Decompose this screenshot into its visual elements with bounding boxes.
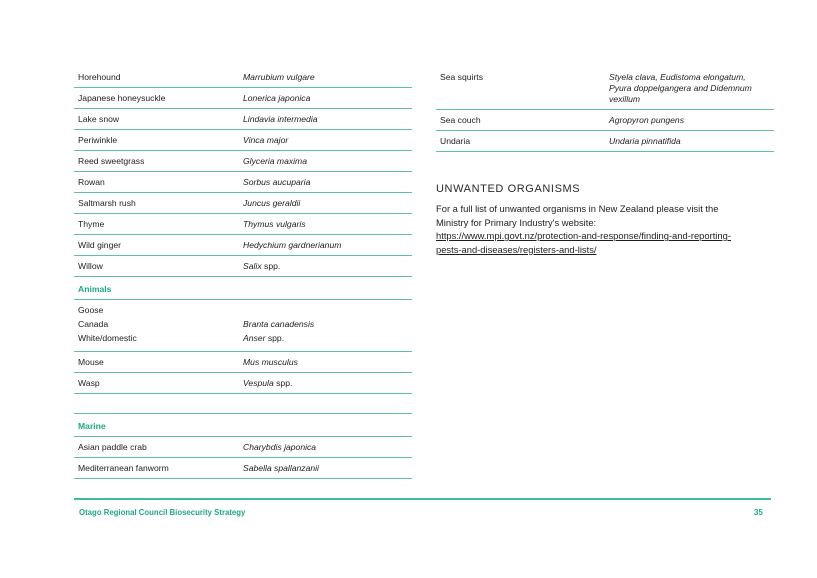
scientific-name: Juncus geraldii: [243, 198, 301, 208]
sea-squirts-scientific-1: Styela clava, Eudistoma elongatum,: [609, 72, 746, 82]
left-species-table: [74, 67, 412, 479]
right-rows: [436, 110, 774, 152]
table-row: [74, 172, 412, 193]
table-row: [74, 67, 412, 88]
scientific-name: Charybdis japonica: [243, 442, 317, 452]
goose-domestic-scientific: Anser: [243, 333, 266, 343]
table-row: [74, 214, 412, 235]
table-row: [74, 88, 412, 109]
table-row-wasp: [74, 373, 412, 394]
wasp-scientific: Vespula: [243, 378, 274, 388]
goose-canada-label: Canada: [78, 319, 109, 329]
common-name: Rowan: [78, 177, 105, 187]
animals-section-header: [74, 277, 412, 300]
unwanted-line-2: Ministry for Primary Industry's website:: [436, 216, 597, 228]
table-row: [74, 235, 412, 256]
common-name: Lake snow: [78, 114, 120, 124]
scientific-name: Undaria pinnatifida: [609, 136, 681, 146]
common-name: Asian paddle crab: [78, 442, 147, 452]
table-row: [74, 130, 412, 151]
common-name: Horehound: [78, 72, 121, 82]
marine-section-header: [74, 414, 412, 437]
table-row-mouse: [74, 352, 412, 373]
scientific-name: Lonerica japonica: [243, 93, 311, 103]
scientific-name: Thymus vulgaris: [243, 219, 306, 229]
footer-title: Otago Regional Council Biosecurity Strategy: [79, 508, 246, 517]
wasp-spp: spp.: [273, 378, 293, 388]
scientific-name: [243, 261, 412, 272]
common-name: Mediterranean fanworm: [78, 463, 169, 473]
common-name: Saltmarsh rush: [78, 198, 136, 208]
table-row: [74, 256, 412, 277]
footer-divider: [74, 498, 771, 500]
table-row: [74, 437, 412, 458]
common-name: Thyme: [78, 219, 105, 229]
goose-domestic-spp: spp.: [265, 333, 285, 343]
goose-domestic-label: White/domestic: [78, 333, 137, 343]
table-row: [74, 109, 412, 130]
mpi-link-part-2[interactable]: pests-and-diseases/registers-and-lists/: [436, 243, 597, 255]
plants-rows: [74, 67, 412, 277]
common-name: Sea couch: [440, 115, 481, 125]
table-row: [436, 131, 774, 152]
common-name: Reed sweetgrass: [78, 156, 145, 166]
unwanted-organisms-heading: UNWANTED ORGANISMS: [436, 183, 581, 195]
table-row-goose: [74, 300, 412, 352]
wasp-common: Wasp: [78, 378, 100, 388]
right-species-table: [436, 67, 774, 152]
sea-squirts-scientific-2: Pyura doppelgangera and Didemnum: [609, 83, 752, 93]
page-number: 35: [754, 508, 763, 517]
scientific-name: Agropyron pungens: [609, 115, 685, 125]
mouse-scientific: Mus musculus: [243, 357, 298, 367]
table-row-sea-squirts: [436, 67, 774, 110]
unwanted-line-1: For a full list of unwanted organisms in New Zealand please visit the: [436, 203, 719, 214]
common-name: Periwinkle: [78, 135, 118, 145]
goose-label: Goose: [78, 305, 104, 315]
common-name: Wild ginger: [78, 240, 121, 250]
mouse-common: Mouse: [78, 357, 104, 367]
scientific-name: Lindavia intermedia: [243, 114, 318, 124]
scientific-name: Sorbus aucuparia: [243, 177, 311, 187]
marine-rows: [74, 437, 412, 479]
marine-title: Marine: [78, 421, 106, 431]
common-name: Japanese honeysuckle: [78, 93, 166, 103]
common-name: Willow: [78, 261, 103, 271]
mpi-link-part-1[interactable]: https://www.mpi.govt.nz/protection-and-response/finding-and-reporting-: [436, 230, 731, 241]
unwanted-organisms-paragraph: [436, 202, 766, 256]
scientific-spp: spp.: [261, 261, 281, 271]
scientific-genus: Salix: [243, 261, 262, 271]
scientific-name: Hedychium gardnerianum: [243, 240, 342, 250]
common-name: Undaria: [440, 136, 471, 146]
table-row: [436, 110, 774, 131]
sea-squirts-scientific-3: vexillum: [609, 94, 641, 104]
goose-canada-scientific: Branta canadensis: [243, 319, 315, 329]
sea-squirts-common: Sea squirts: [440, 72, 483, 82]
scientific-name: Sabella spallanzanii: [243, 463, 319, 473]
table-row: [74, 151, 412, 172]
scientific-name: Vinca major: [243, 135, 289, 145]
scientific-name: Marrubium vulgare: [243, 72, 315, 82]
table-row: [74, 193, 412, 214]
table-row: [74, 458, 412, 479]
scientific-name: Glyceria maxima: [243, 156, 307, 166]
blank-row: [74, 394, 412, 414]
animals-title: Animals: [78, 284, 112, 294]
